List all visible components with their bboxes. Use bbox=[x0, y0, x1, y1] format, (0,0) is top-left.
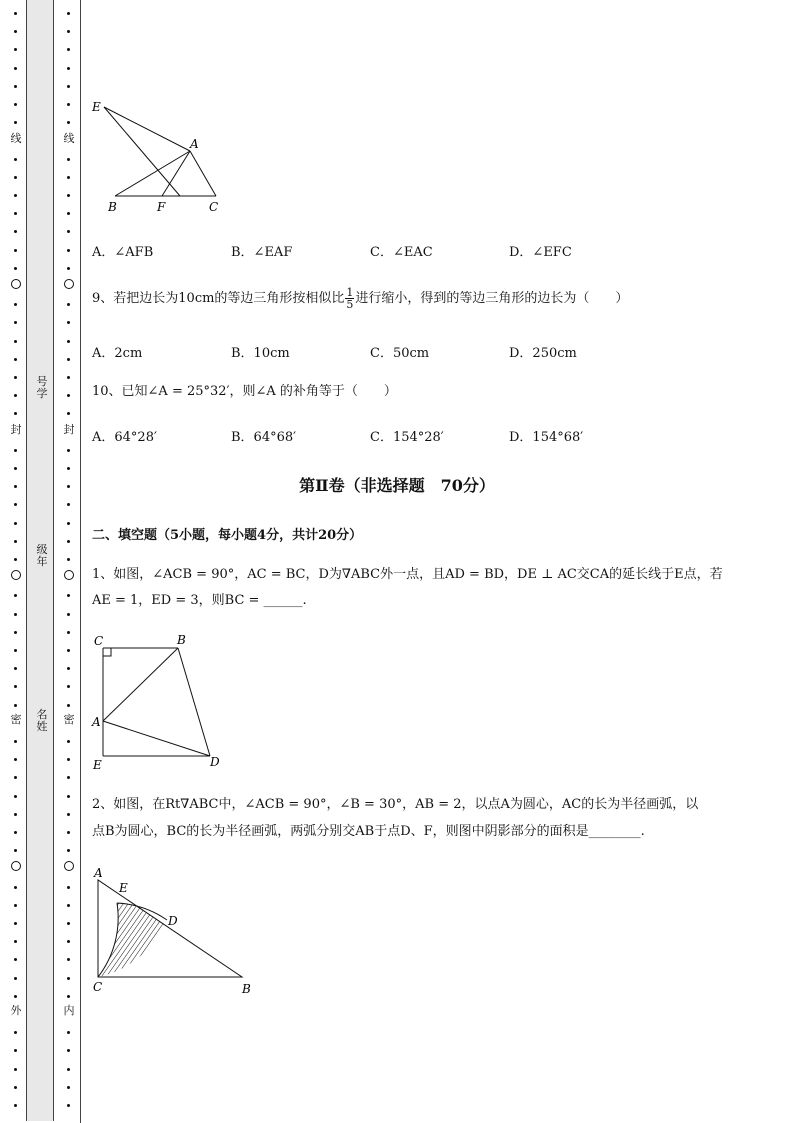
binding-dot bbox=[67, 340, 70, 343]
binding-dot bbox=[67, 813, 70, 816]
binding-dot bbox=[14, 849, 17, 852]
binding-dot bbox=[14, 376, 17, 379]
binding-dot bbox=[14, 776, 17, 779]
binding-dot bbox=[14, 995, 17, 998]
binding-dot bbox=[67, 886, 70, 889]
inner-dotted-line bbox=[63, 0, 75, 1123]
fill1-label-B: B bbox=[177, 633, 186, 647]
binding-dot bbox=[67, 776, 70, 779]
binding-dot bbox=[67, 540, 70, 543]
binding-dot bbox=[14, 594, 17, 597]
binding-dot bbox=[14, 667, 17, 670]
binding-dot bbox=[67, 412, 70, 415]
fill2-line2: 点B为圆心，BC的长为半径画弧，两弧分别交AB于点D、F，则图中阴影部分的面积是________. bbox=[92, 824, 645, 839]
binding-dot bbox=[67, 449, 70, 452]
binding-dot bbox=[14, 758, 17, 761]
binding-dot bbox=[67, 522, 70, 525]
binding-dot bbox=[14, 522, 17, 525]
binding-dot bbox=[67, 1104, 70, 1107]
binding-ring bbox=[11, 279, 21, 289]
q10-option-a[interactable]: A．64°28′ bbox=[92, 430, 157, 445]
binding-dot bbox=[14, 103, 17, 106]
inner-label-xian: 线 bbox=[61, 133, 77, 145]
binding-dot bbox=[67, 103, 70, 106]
binding-dot bbox=[14, 358, 17, 361]
binding-dot bbox=[14, 467, 17, 470]
inner-label-mi: 密 bbox=[61, 714, 77, 726]
fill2-label-A: A bbox=[94, 866, 103, 880]
q9-text-after: 进行缩小，得到的等边三角形的边长为（ ） bbox=[355, 291, 629, 306]
fill2-label-D: D bbox=[168, 914, 178, 928]
binding-dot bbox=[14, 704, 17, 707]
binding-dot bbox=[14, 1104, 17, 1107]
binding-dot bbox=[14, 121, 17, 124]
outer-label-mi: 密 bbox=[8, 714, 24, 726]
q8-option-c[interactable]: C．∠EAC bbox=[370, 245, 433, 260]
inner-label-nei: 内 bbox=[61, 1005, 77, 1017]
outer-label-wai: 外 bbox=[8, 1005, 24, 1017]
binding-ring bbox=[64, 279, 74, 289]
binding-dot bbox=[14, 48, 17, 51]
binding-dot bbox=[67, 249, 70, 252]
binding-dot bbox=[14, 558, 17, 561]
binding-dot bbox=[67, 321, 70, 324]
fill2-line1: 2、如图，在Rt∇ABC中，∠ACB = 90°，∠B = 30°，AB = 2，以点A为圆心，AC的长为半径画弧，以 bbox=[92, 797, 699, 812]
fill1-label-A: A bbox=[92, 715, 101, 729]
q10-option-d[interactable]: D．154°68′ bbox=[509, 430, 584, 445]
fill1-label-D: D bbox=[210, 755, 220, 769]
binding-dot bbox=[67, 649, 70, 652]
fill1-figure bbox=[88, 628, 228, 773]
binding-dot bbox=[14, 267, 17, 270]
binding-dot bbox=[14, 1086, 17, 1089]
fill2-figure bbox=[88, 863, 263, 1003]
binding-dot bbox=[14, 212, 17, 215]
binding-dot bbox=[67, 795, 70, 798]
fill1-line2: AE = 1，ED = 3，则BC = ______. bbox=[92, 593, 307, 608]
q10-options bbox=[92, 426, 732, 445]
q9-option-a[interactable]: A．2cm bbox=[92, 346, 143, 361]
q10-stem: 10、已知∠A = 25°32′，则∠A 的补角等于（ ） bbox=[92, 384, 397, 399]
q8-figure bbox=[88, 95, 228, 220]
binding-dot bbox=[67, 740, 70, 743]
q8-label-F: F bbox=[157, 200, 166, 214]
binding-dot bbox=[67, 503, 70, 506]
binding-dot bbox=[67, 30, 70, 33]
binding-dot bbox=[67, 977, 70, 980]
binding-dot bbox=[14, 230, 17, 233]
name-label: 名姓 bbox=[36, 709, 48, 733]
binding-dot bbox=[14, 321, 17, 324]
section-title: 第Ⅱ卷（非选择题 70分） bbox=[299, 476, 495, 495]
q9-stem bbox=[92, 285, 752, 312]
outer-label-feng: 封 bbox=[8, 424, 24, 436]
binding-dot bbox=[14, 1031, 17, 1034]
binding-dot bbox=[14, 813, 17, 816]
binding-dot bbox=[14, 977, 17, 980]
binding-dot bbox=[67, 194, 70, 197]
binding-dot bbox=[14, 412, 17, 415]
binding-dot bbox=[14, 249, 17, 252]
binding-ring bbox=[64, 861, 74, 871]
binding-dot bbox=[67, 48, 70, 51]
binding-dot bbox=[67, 995, 70, 998]
q9-text-before: 9、若把边长为10cm的等边三角形按相似比 bbox=[92, 291, 345, 306]
binding-dot bbox=[14, 631, 17, 634]
q10-option-b[interactable]: B．64°68′ bbox=[231, 430, 297, 445]
binding-dot bbox=[67, 212, 70, 215]
q9-fraction: $\frac{1}{5}$ bbox=[346, 286, 354, 311]
binding-dot bbox=[67, 85, 70, 88]
fill1-label-E: E bbox=[93, 758, 102, 772]
binding-dot bbox=[14, 30, 17, 33]
fill1-label-C: C bbox=[94, 634, 104, 648]
binding-dot bbox=[67, 685, 70, 688]
binding-dot bbox=[67, 67, 70, 70]
outer-dotted-line bbox=[10, 0, 22, 1123]
q9-option-c[interactable]: C．50cm bbox=[370, 346, 430, 361]
binding-dot bbox=[14, 940, 17, 943]
binding-dot bbox=[67, 1049, 70, 1052]
q8-label-E: E bbox=[92, 100, 101, 114]
binding-dot bbox=[67, 467, 70, 470]
binding-dot bbox=[67, 940, 70, 943]
binding-ring bbox=[11, 570, 21, 580]
q9-options bbox=[92, 342, 732, 361]
fill1-line1: 1、如图，∠ACB = 90°，AC = BC，D为∇ABC外一点，且AD = BD，DE ⊥ AC交CA的延长线于E点，若 bbox=[92, 567, 723, 582]
binding-dot bbox=[14, 194, 17, 197]
binding-dot bbox=[14, 649, 17, 652]
q9-option-d[interactable]: D．250cm bbox=[509, 346, 577, 361]
binding-dot bbox=[67, 12, 70, 15]
binding-dot bbox=[14, 540, 17, 543]
binding-dot bbox=[14, 449, 17, 452]
binding-dot bbox=[14, 12, 17, 15]
binding-dot bbox=[14, 85, 17, 88]
binding-dot bbox=[67, 394, 70, 397]
binding-dot bbox=[14, 795, 17, 798]
binding-dot bbox=[67, 831, 70, 834]
binding-dot bbox=[67, 358, 70, 361]
q9-option-b[interactable]: B．10cm bbox=[231, 346, 290, 361]
binding-dot bbox=[14, 1049, 17, 1052]
q8-label-A: A bbox=[190, 137, 199, 151]
student-id-label: 号学 bbox=[36, 376, 48, 400]
binding-dot bbox=[14, 831, 17, 834]
binding-dot bbox=[14, 958, 17, 961]
binding-dot bbox=[67, 631, 70, 634]
binding-dot bbox=[14, 503, 17, 506]
section-subtitle: 二、填空题（5小题，每小题4分，共计20分） bbox=[92, 528, 363, 543]
binding-dot bbox=[67, 558, 70, 561]
binding-dot bbox=[67, 267, 70, 270]
binding-dot bbox=[67, 158, 70, 161]
q8-option-d[interactable]: D．∠EFC bbox=[509, 245, 572, 260]
binding-dot bbox=[67, 594, 70, 597]
binding-dot bbox=[67, 922, 70, 925]
q10-option-c[interactable]: C．154°28′ bbox=[370, 430, 444, 445]
binding-ring bbox=[11, 861, 21, 871]
binding-dot bbox=[14, 67, 17, 70]
binding-dot bbox=[67, 1068, 70, 1071]
binding-dot bbox=[67, 904, 70, 907]
binding-dot bbox=[14, 303, 17, 306]
inner-label-feng: 封 bbox=[61, 424, 77, 436]
binding-dot bbox=[14, 922, 17, 925]
binding-dot bbox=[67, 376, 70, 379]
binding-dot bbox=[67, 1086, 70, 1089]
binding-rule bbox=[80, 0, 81, 1123]
fill2-label-B: B bbox=[242, 982, 251, 996]
binding-dot bbox=[67, 704, 70, 707]
binding-dot bbox=[14, 740, 17, 743]
outer-label-xian: 线 bbox=[8, 133, 24, 145]
binding-dot bbox=[67, 303, 70, 306]
binding-dot bbox=[67, 849, 70, 852]
binding-dot bbox=[67, 121, 70, 124]
binding-dot bbox=[14, 886, 17, 889]
grade-label: 级年 bbox=[36, 544, 48, 568]
binding-dot bbox=[67, 958, 70, 961]
binding-ring bbox=[64, 570, 74, 580]
q8-options bbox=[92, 241, 732, 260]
fill2-label-C: C bbox=[93, 980, 103, 994]
binding-dot bbox=[14, 685, 17, 688]
binding-dot bbox=[67, 230, 70, 233]
q8-option-b[interactable]: B．∠EAF bbox=[231, 245, 293, 260]
binding-dot bbox=[67, 613, 70, 616]
q8-option-a[interactable]: A．∠AFB bbox=[92, 245, 154, 260]
binding-dot bbox=[67, 667, 70, 670]
binding-dot bbox=[14, 176, 17, 179]
binding-dot bbox=[14, 904, 17, 907]
binding-dot bbox=[14, 158, 17, 161]
binding-dot bbox=[67, 1031, 70, 1034]
binding-dot bbox=[14, 394, 17, 397]
binding-dot bbox=[14, 1068, 17, 1071]
q8-label-C: C bbox=[209, 200, 219, 214]
q8-label-B: B bbox=[108, 200, 117, 214]
fill2-label-E: E bbox=[119, 881, 128, 895]
binding-dot bbox=[14, 613, 17, 616]
binding-dot bbox=[67, 758, 70, 761]
binding-dot bbox=[67, 176, 70, 179]
binding-dot bbox=[14, 340, 17, 343]
